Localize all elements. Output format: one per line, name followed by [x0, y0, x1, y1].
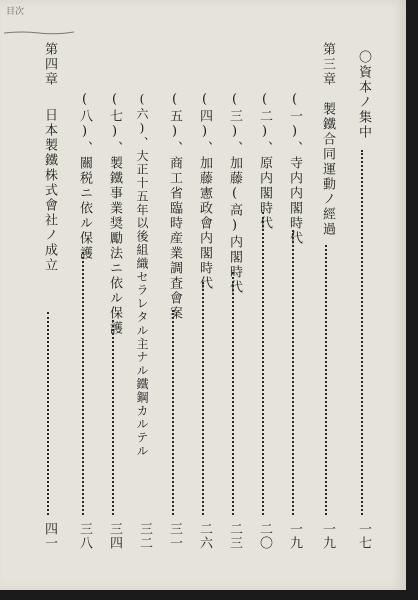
chapter-heading: 第三章 [320, 42, 335, 87]
toc-entry-page: 三八 [77, 522, 92, 550]
toc-entry-page: 一九 [320, 522, 335, 550]
toc-entry-title: (六)、大正十五年以後組織セラレタル主ナル鐵鋼カルテル [135, 92, 149, 458]
chapter-heading: 第四章 [42, 42, 57, 87]
toc-entry-page: 一七 [356, 522, 371, 550]
toc-leader-dots [47, 312, 51, 515]
toc-entry-page: 二六 [197, 522, 212, 550]
toc-leader-dots [262, 212, 266, 515]
toc-entry-page: 三四 [107, 522, 122, 550]
toc-entry-title: (一)、寺内内閣時代 [287, 92, 302, 246]
toc-leader-dots [82, 252, 86, 515]
toc-leader-dots [112, 320, 116, 515]
toc-entry-title: (八)、關税ニ依ル保護 [77, 92, 92, 261]
toc-leader-dots [292, 230, 296, 515]
toc-leader-dots [361, 150, 365, 515]
toc-entry-page: 四一 [42, 522, 57, 550]
toc-entry-title: (五)、商工省臨時産業調査會案 [167, 92, 182, 321]
toc-entry-title: (四)、加藤憲政會内閣時代 [197, 92, 212, 291]
toc-entry-title: 〇資本ノ集中 [356, 50, 371, 140]
toc-leader-dots [325, 245, 329, 515]
toc-entry-page: 二三 [227, 522, 242, 550]
toc-entry-title: 製鐵合同運動ノ經過 [320, 102, 335, 237]
toc-leader-dots [202, 282, 206, 515]
toc-leader-dots [172, 310, 176, 515]
toc-entry-title: (七)、製鐵事業奨勵法ニ依ル保護 [107, 92, 122, 336]
toc-entry-page: 一九 [287, 522, 302, 550]
toc-entry-title: (二)、原内閣時代 [257, 92, 272, 231]
toc-entry-title: 日本製鐵株式會社ノ成立 [42, 108, 57, 273]
toc-entry-page: 三二 [137, 522, 152, 550]
page-mark: 目次 [6, 7, 25, 17]
toc-entry-page: 二〇 [257, 522, 272, 550]
toc-entry-title: (三)、加藤(高)内閣時代 [227, 92, 242, 295]
pencil-mark [4, 30, 74, 36]
toc-leader-dots [232, 272, 236, 515]
toc-entry-page: 三一 [167, 522, 182, 550]
